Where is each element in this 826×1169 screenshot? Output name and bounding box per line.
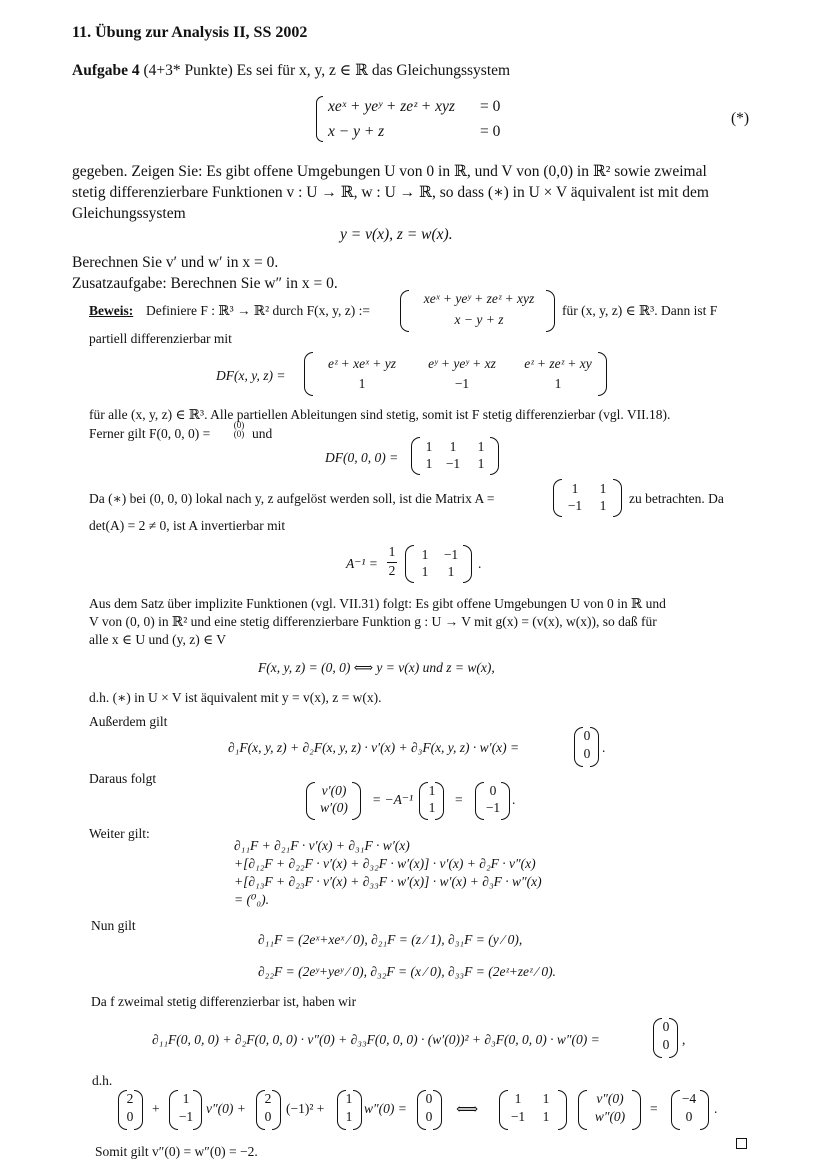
paren-right bbox=[613, 479, 622, 517]
punctuation: , bbox=[682, 1032, 686, 1047]
system-eq2-rhs: = 0 bbox=[480, 123, 501, 140]
matrix-entry: 1 bbox=[447, 564, 455, 579]
task-text-line: gegeben. Zeigen Sie: Es gibt offene Umgebungen U von 0 in ℝ, und V von (0,0) in ℝ² sowie zweimal bbox=[72, 163, 707, 180]
vector-entry: 1 bbox=[345, 1109, 353, 1124]
paren-right bbox=[353, 1090, 362, 1130]
task-points: (4+3* Punkte) Es sei für x, y, z ∈ ℝ das Gleichungssystem bbox=[143, 62, 511, 79]
paren-right bbox=[433, 1090, 442, 1130]
df0-lhs: DF(0, 0, 0) = bbox=[325, 450, 399, 465]
vector-entry: v″(0) bbox=[596, 1091, 624, 1106]
system-eq1-rhs: = 0 bbox=[480, 98, 501, 115]
proof-text-line: Außerdem gilt bbox=[89, 714, 168, 729]
matrix-entry: 1 bbox=[425, 439, 433, 454]
matrix-entry: 1 bbox=[477, 456, 485, 471]
matrix-entry: 1 bbox=[542, 1091, 550, 1106]
task-intro-line bbox=[72, 61, 510, 80]
paren-right bbox=[598, 352, 607, 396]
second-derivative-line: +[∂₁₂F + ∂₂₂F · v′(x) + ∂₃₂F · w′(x)] · v′(x) + ∂₂F · v″(x) bbox=[234, 856, 536, 871]
paren-right bbox=[193, 1090, 202, 1130]
paren-right bbox=[134, 1090, 143, 1130]
punctuation: . bbox=[512, 792, 516, 807]
dh-term: w″(0) = bbox=[364, 1101, 407, 1116]
paren-right bbox=[352, 782, 361, 820]
paren-right bbox=[272, 1090, 281, 1130]
second-derivative-line: = (⁰₀). bbox=[234, 892, 269, 907]
equation-tag: (*) bbox=[731, 110, 750, 127]
vector-entry: w″(0) bbox=[594, 1109, 626, 1124]
proof-text-line: für (x, y, z) ∈ ℝ³. Dann ist F bbox=[562, 303, 718, 318]
task-label: Aufgabe 4 bbox=[72, 62, 140, 79]
paren-right bbox=[490, 437, 499, 475]
matrix-entry: eᶻ + xeˣ + yz bbox=[327, 356, 396, 371]
vector-entry: 0 bbox=[264, 1109, 272, 1124]
task-text-line: Gleichungssystem bbox=[72, 205, 186, 222]
matrix-entry: 1 bbox=[571, 481, 579, 496]
matrix-entry: 1 bbox=[542, 1109, 550, 1124]
matrix-entry: 1 bbox=[599, 498, 607, 513]
df-lhs: DF(x, y, z) = bbox=[216, 368, 286, 383]
paren-right bbox=[700, 1090, 709, 1130]
vector-entry: 1 bbox=[428, 783, 436, 798]
page-title: 11. Übung zur Analysis II, SS 2002 bbox=[72, 24, 308, 41]
matrix-entry: −1 bbox=[454, 376, 470, 391]
proof-text-line: d.h. (∗) in U × V ist äquivalent mit y = v(x), z = w(x). bbox=[89, 690, 382, 705]
vector-entry: 1 bbox=[428, 800, 436, 815]
matrix-entry: 1 bbox=[477, 439, 485, 454]
vector-entry: −1 bbox=[485, 800, 501, 815]
fraction-denominator: 2 bbox=[388, 563, 396, 578]
equivalence-arrow: ⟺ bbox=[456, 1101, 479, 1118]
paren-right bbox=[669, 1018, 678, 1058]
proof-text-line: Definiere F : ℝ³ → ℝ² durch F(x, y, z) := bbox=[146, 303, 370, 318]
paren-right bbox=[501, 782, 510, 820]
paren-right bbox=[435, 782, 444, 820]
proof-conclusion: Somit gilt v″(0) = w″(0) = −2. bbox=[95, 1144, 258, 1159]
plus-sign: + bbox=[152, 1101, 160, 1116]
punctuation: . bbox=[478, 556, 482, 571]
vector-entry: −1 bbox=[178, 1109, 194, 1124]
matrix-entry: 1 bbox=[425, 456, 433, 471]
proof-text-line: Weiter gilt: bbox=[89, 826, 150, 841]
second-derivative-line: +[∂₁₃F + ∂₂₃F · v′(x) + ∂₃₃F · w′(x)] · w′(x) + ∂₃F · w″(x) bbox=[234, 874, 542, 889]
proof-text-line: det(A) = 2 ≠ 0, ist A invertierbar mit bbox=[89, 518, 286, 533]
proof-text-line: V von (0, 0) in ℝ² und eine stetig differenzierbare Funktion g : U → V mit g(x) = (v(x), w(x)), so daß für bbox=[89, 614, 657, 629]
vector-entry: 0 bbox=[425, 1109, 433, 1124]
system-brace bbox=[316, 96, 323, 142]
matrix-entry: 1 bbox=[449, 439, 457, 454]
paren-left bbox=[553, 479, 562, 517]
punctuation: . bbox=[714, 1101, 718, 1116]
matrix-entry: −1 bbox=[445, 456, 461, 471]
vw-mid: = −A⁻¹ bbox=[372, 792, 414, 807]
vector-entry: 0 bbox=[489, 783, 497, 798]
small-vector: (0) (0) bbox=[233, 420, 245, 439]
paren-right bbox=[632, 1090, 641, 1130]
vector-entry: 0 bbox=[662, 1019, 670, 1034]
proof-text-line: und bbox=[252, 426, 273, 441]
matrix-entry: 1 bbox=[358, 376, 366, 391]
task-formula: y = v(x), z = w(x). bbox=[340, 226, 453, 243]
proof-text-line: zu betrachten. Da bbox=[629, 491, 724, 506]
matrix-entry: −1 bbox=[443, 547, 459, 562]
matrix-entry: eᶻ + zeᶻ + xy bbox=[524, 356, 592, 371]
equivalence-formula: F(x, y, z) = (0, 0) ⟺ y = v(x) und z = w(x), bbox=[258, 660, 495, 675]
task-text-line: Berechnen Sie v′ und w′ in x = 0. bbox=[72, 254, 279, 271]
paren-right bbox=[558, 1090, 567, 1130]
vector-entry: w′(0) bbox=[320, 800, 348, 815]
proof-text-line: Aus dem Satz über implizite Funktionen (vgl. VII.31) folgt: Es gibt offene Umgebungen U von 0 in ℝ und bbox=[89, 596, 666, 611]
proof-text-line: Nun gilt bbox=[91, 918, 136, 933]
vector-entry: 0 bbox=[126, 1109, 134, 1124]
proof-text-line: für alle (x, y, z) ∈ ℝ³. Alle partiellen Ableitungen sind stetig, somit ist F stetig differenzierbar (vgl. VII.18). bbox=[89, 407, 671, 422]
vector-entry: 0 bbox=[662, 1037, 670, 1052]
vector-entry: 1 bbox=[182, 1091, 190, 1106]
vector-entry: xeˣ + yeʸ + zeᶻ + xyz bbox=[423, 291, 535, 306]
vector-entry: 1 bbox=[345, 1091, 353, 1106]
matrix-entry: 1 bbox=[421, 564, 429, 579]
matrix-entry: 1 bbox=[599, 481, 607, 496]
ainv-lhs: A⁻¹ = bbox=[346, 556, 378, 571]
matrix-entry: −1 bbox=[510, 1109, 526, 1124]
proof-text-line: Da (∗) bei (0, 0, 0) lokal nach y, z aufgelöst werden soll, ist die Matrix A = bbox=[89, 491, 495, 506]
equals-sign: = bbox=[650, 1101, 658, 1116]
dh-term: v″(0) + bbox=[206, 1101, 246, 1116]
vector-entry: 0 bbox=[583, 728, 591, 743]
vector-entry: −4 bbox=[681, 1091, 697, 1106]
matrix-entry: 1 bbox=[514, 1091, 522, 1106]
matrix-entry: −1 bbox=[567, 498, 583, 513]
vector-entry: 2 bbox=[126, 1091, 134, 1106]
system-eq2-lhs: x − y + z bbox=[328, 123, 385, 140]
task-text-line: Zusatzaufgabe: Berechnen Sie w″ in x = 0. bbox=[72, 275, 338, 292]
dh-term: (−1)² + bbox=[286, 1101, 325, 1116]
proof-text-line: alle x ∈ U und (y, z) ∈ V bbox=[89, 632, 226, 647]
vector-entry: 0 bbox=[425, 1091, 433, 1106]
vector-entry: 0 bbox=[583, 746, 591, 761]
vector-entry: x − y + z bbox=[454, 312, 504, 327]
qed-square-icon bbox=[736, 1138, 747, 1149]
vector-entry: v′(0) bbox=[321, 783, 347, 798]
task-text-line: stetig differenzierbare Funktionen v : U → ℝ, w : U → ℝ, so dass (∗) in U × V äquivalent ist mit dem bbox=[72, 184, 709, 201]
proof-text-line: Da f zweimal stetig differenzierbar ist, haben wir bbox=[91, 994, 357, 1009]
derivative-formula: ∂₁F(x, y, z) + ∂₂F(x, y, z) · v′(x) + ∂₃F(x, y, z) · w′(x) = bbox=[228, 740, 520, 755]
vector-entry: 0 bbox=[685, 1109, 693, 1124]
matrix-entry: 1 bbox=[554, 376, 562, 391]
proof-label: Beweis: bbox=[89, 303, 134, 318]
paren-right bbox=[463, 545, 472, 583]
punctuation: . bbox=[602, 740, 606, 755]
equals-sign: = bbox=[455, 792, 463, 807]
matrix-entry: 1 bbox=[421, 547, 429, 562]
proof-text-line: partiell differenzierbar mit bbox=[89, 331, 232, 346]
vector-entry: 2 bbox=[264, 1091, 272, 1106]
second-derivative-line: ∂₁₁F + ∂₂₁F · v′(x) + ∂₃₁F · w′(x) bbox=[234, 838, 410, 853]
system-eq1-lhs: xeˣ + yeʸ + zeᶻ + xyz bbox=[328, 98, 455, 115]
proof-text-line: d.h. bbox=[92, 1073, 113, 1088]
paren-right bbox=[546, 290, 555, 332]
proof-text-line: Daraus folgt bbox=[89, 771, 157, 786]
matrix-entry: eʸ + yeʸ + xz bbox=[428, 356, 496, 371]
paren-left bbox=[405, 545, 414, 583]
fraction-numerator: 1 bbox=[388, 544, 396, 559]
partials-line: ∂₁₁F = (2eˣ+xeˣ ⁄ 0), ∂₂₁F = (z ⁄ 1), ∂₃₁F = (y ⁄ 0), bbox=[258, 932, 523, 947]
final-formula: ∂₁₁F(0, 0, 0) + ∂₂F(0, 0, 0) · v″(0) + ∂₃₃F(0, 0, 0) · (w′(0))² + ∂₃F(0, 0, 0) · w″(0) = bbox=[152, 1032, 600, 1047]
partials-line: ∂₂₂F = (2eʸ+yeʸ ⁄ 0), ∂₃₂F = (x ⁄ 0), ∂₃₃F = (2eᶻ+zeᶻ ⁄ 0). bbox=[258, 964, 556, 979]
paren-right bbox=[590, 727, 599, 767]
proof-text-line: Ferner gilt F(0, 0, 0) = bbox=[89, 426, 211, 441]
